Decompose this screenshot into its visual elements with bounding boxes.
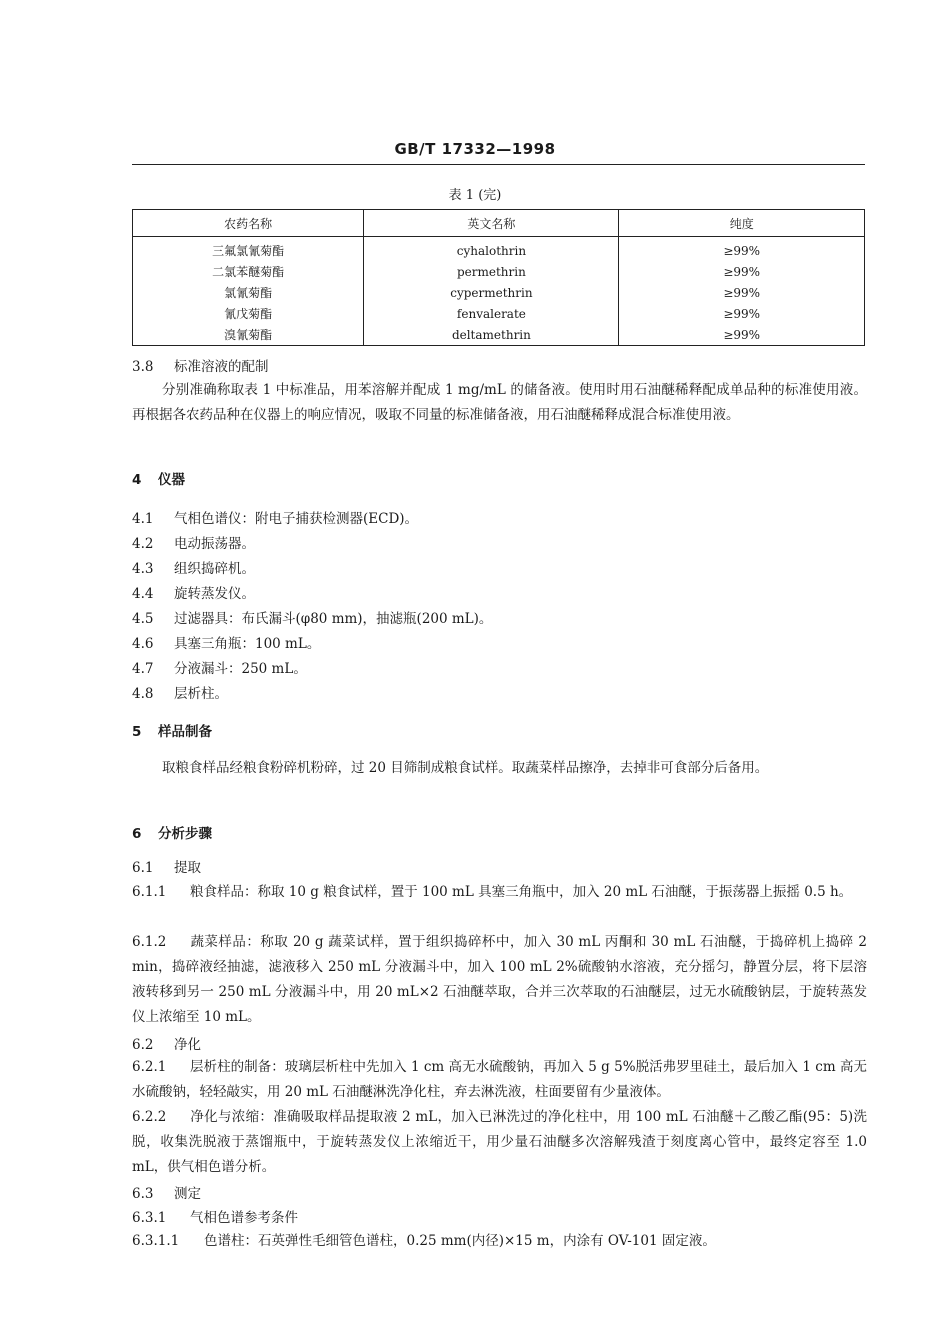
standard-code-header: GB/T 17332—1998 <box>394 140 556 158</box>
table-cell: ≥99% <box>619 237 865 262</box>
table-cell: 氯氰菊酯 <box>133 282 364 303</box>
list-item: 4.4 旋转蒸发仪。 <box>132 586 255 602</box>
list-item: 4.1 气相色谱仪：附电子捕获检测器(ECD)。 <box>132 511 419 527</box>
section-6-3-1-1: 6.3.1.1 色谱柱：石英弹性毛细管色谱柱，0.25 mm(内径)×15 m，内涂有 OV-101 固定液。 <box>132 1233 716 1249</box>
list-item: 4.7 分液漏斗：250 mL。 <box>132 661 307 677</box>
section-title: 样品制备 <box>158 724 212 740</box>
list-item: 4.3 组织捣碎机。 <box>132 561 255 577</box>
section-6-3-1-heading: 6.3.1 气相色谱参考条件 <box>132 1210 298 1226</box>
column-header: 纯度 <box>619 210 865 237</box>
list-item: 4.6 具塞三角瓶：100 mL。 <box>132 636 321 652</box>
table-row <box>133 261 865 282</box>
table-row <box>133 237 865 262</box>
table-cell: ≥99% <box>619 324 865 346</box>
column-header: 英文名称 <box>364 210 619 237</box>
section-6-heading <box>132 824 872 844</box>
table-cell: ≥99% <box>619 303 865 324</box>
section-6-1-2: 6.1.2 蔬菜样品：称取 20 g 蔬菜试样，置于组织捣碎杯中，加入 30 mL 丙酮和 30 mL 石油醚，于捣碎机上捣碎 2 min，捣碎液经抽滤，滤液移入 250 mL 分液漏斗中，加入 100 mL 2%硫酸钠水溶液，充分摇匀，静置分层，将下层溶液转移到另一 250 mL 分液漏斗中，用 20 mL×2 石油醚萃取，合并三次萃取的石油醚层，过无水硫酸钠层，于旋转蒸发仪上浓缩至 10 mL。 <box>132 934 867 1025</box>
table-cell: deltamethrin <box>364 324 619 346</box>
table-row <box>133 324 865 346</box>
section-6-1-heading: 6.1 提取 <box>132 860 201 876</box>
section-3-8-body: 分别准确称取表 1 中标准品，用苯溶解并配成 1 mg/mL 的储备液。使用时用石油醚稀释配成单品种的标准使用液。再根据各农药品种在仪器上的响应情况，吸取不同量的标准储备液，用石油醚稀释成混合标准使用液。 <box>132 382 867 423</box>
table-cell: permethrin <box>364 261 619 282</box>
pesticide-table <box>132 209 865 346</box>
table-cell: cyhalothrin <box>364 237 619 262</box>
table-header-row <box>133 210 865 237</box>
section-5-heading <box>132 722 872 742</box>
table-cell: 二氯苯醚菊酯 <box>133 261 364 282</box>
list-item: 4.8 层析柱。 <box>132 686 228 702</box>
table-cell: ≥99% <box>619 282 865 303</box>
table-cell: 三氟氯氰菊酯 <box>133 237 364 262</box>
section-6-2-heading: 6.2 净化 <box>132 1037 201 1053</box>
section-3-8-heading <box>132 357 872 377</box>
section-6-3-heading: 6.3 测定 <box>132 1186 201 1202</box>
table-row <box>133 282 865 303</box>
section-number: 6 <box>132 826 142 842</box>
table-cell: 氰戊菊酯 <box>133 303 364 324</box>
section-title: 仪器 <box>158 472 185 488</box>
section-5-body: 取粮食样品经粮食粉碎机粉碎，过 20 目筛制成粮食试样。取蔬菜样品擦净，去掉非可食部分后备用。 <box>162 760 769 776</box>
section-6-1-1: 6.1.1 粮食样品：称取 10 g 粮食试样，置于 100 mL 具塞三角瓶中，加入 20 mL 石油醚，于振荡器上振摇 0.5 h。 <box>132 884 853 900</box>
list-item: 4.2 电动振荡器。 <box>132 536 255 552</box>
table-caption: 表 1 (完) <box>448 188 502 203</box>
section-number: 4 <box>132 472 142 488</box>
table-cell: 溴氰菊酯 <box>133 324 364 346</box>
table-row <box>133 303 865 324</box>
section-number: 5 <box>132 724 142 740</box>
section-6-2-1: 6.2.1 层析柱的制备：玻璃层析柱中先加入 1 cm 高无水硫酸钠，再加入 5 g 5%脱活弗罗里硅土，最后加入 1 cm 高无水硫酸钠，轻轻敲实，用 20 mL 石油醚淋洗净化柱，弃去淋洗液，柱面要留有少量液体。 <box>132 1059 867 1100</box>
list-item: 4.5 过滤器具：布氏漏斗(φ80 mm)，抽滤瓶(200 mL)。 <box>132 611 493 627</box>
column-header: 农药名称 <box>133 210 364 237</box>
section-4-heading <box>132 470 872 490</box>
section-title: 分析步骤 <box>158 826 212 842</box>
table-cell: ≥99% <box>619 261 865 282</box>
section-title: 标准溶液的配制 <box>174 359 269 375</box>
table-cell: fenvalerate <box>364 303 619 324</box>
table-cell: cypermethrin <box>364 282 619 303</box>
section-6-2-2: 6.2.2 净化与浓缩：准确吸取样品提取液 2 mL，加入已淋洗过的净化柱中，用 100 mL 石油醚＋乙酸乙酯(95：5)洗脱，收集洗脱液于蒸馏瓶中，于旋转蒸发仪上浓缩近干，用少量石油醚多次溶解残渣于刻度离心管中，最终定容至 1.0 mL，供气相色谱分析。 <box>132 1109 867 1175</box>
header-rule <box>132 164 865 165</box>
section-number: 3.8 <box>132 359 154 375</box>
